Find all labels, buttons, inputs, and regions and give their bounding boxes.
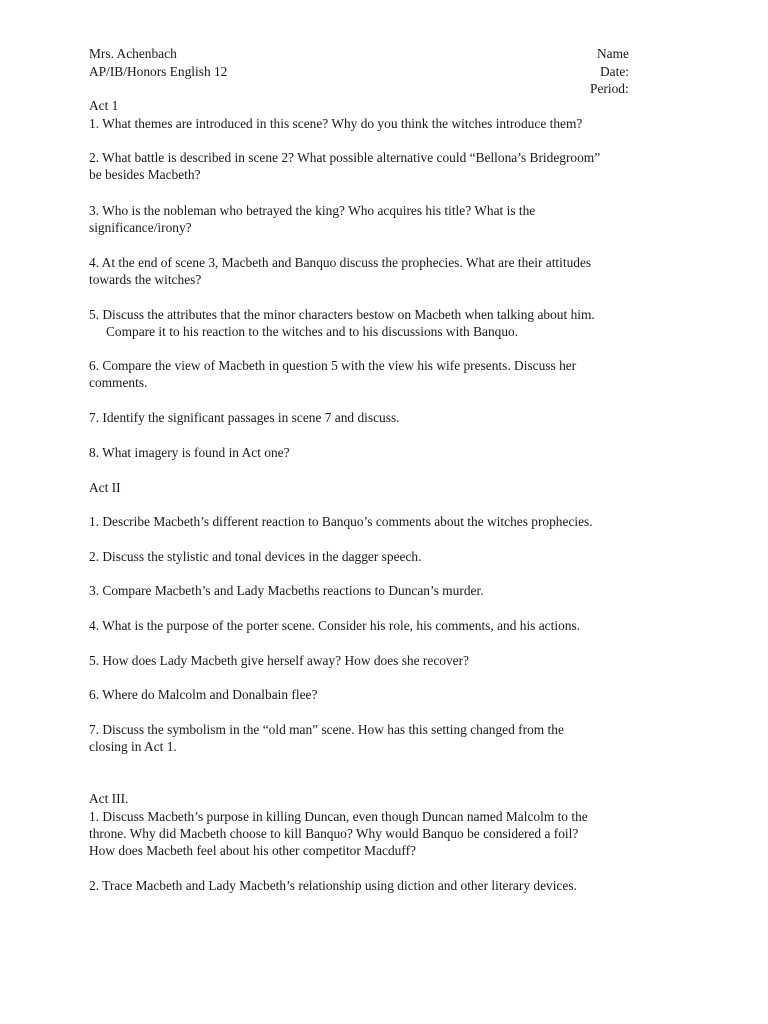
- act2-question-7-line1: 7. Discuss the symbolism in the “old man” scene. How has this setting changed from the: [89, 722, 564, 737]
- course-title: AP/IB/Honors English 12: [89, 64, 228, 79]
- act1-question-4-line2: towards the witches?: [89, 272, 202, 287]
- act1-question-7: 7. Identify the significant passages in scene 7 and discuss.: [89, 410, 400, 425]
- date-label: Date:: [600, 64, 629, 79]
- act1-question-2-line2: be besides Macbeth?: [89, 167, 201, 182]
- act1-question-8: 8. What imagery is found in Act one?: [89, 445, 290, 460]
- act3-question-1-line3: How does Macbeth feel about his other competitor Macduff?: [89, 843, 416, 858]
- act2-question-1: 1. Describe Macbeth’s different reaction to Banquo’s comments about the witches prophecies.: [89, 514, 593, 529]
- act1-question-4-line1: 4. At the end of scene 3, Macbeth and Banquo discuss the prophecies. What are their attitudes: [89, 255, 592, 270]
- period-label: Period:: [590, 81, 629, 96]
- act1-question-3-line1: 3. Who is the nobleman who betrayed the king? Who acquires his title? What is the: [89, 203, 536, 218]
- act1-question-1: 1. What themes are introduced in this scene? Why do you think the witches introduce them?: [89, 116, 583, 131]
- act2-question-3: 3. Compare Macbeth’s and Lady Macbeths reactions to Duncan’s murder.: [89, 583, 484, 598]
- act1-question-6-line1: 6. Compare the view of Macbeth in question 5 with the view his wife presents. Discuss her: [89, 358, 577, 373]
- act2-heading: Act II: [89, 480, 121, 495]
- act2-question-6: 6. Where do Malcolm and Donalbain flee?: [89, 687, 318, 702]
- act1-heading: Act 1: [89, 98, 119, 113]
- act2-question-4: 4. What is the purpose of the porter scene. Consider his role, his comments, and his actions.: [89, 618, 581, 633]
- act2-question-2: 2. Discuss the stylistic and tonal devices in the dagger speech.: [89, 549, 422, 564]
- act2-question-7-line2: closing in Act 1.: [89, 739, 177, 754]
- act3-question-2: 2. Trace Macbeth and Lady Macbeth’s relationship using diction and other literary devices.: [89, 878, 577, 893]
- act1-question-3-line2: significance/irony?: [89, 220, 192, 235]
- act3-question-1-line2: throne. Why did Macbeth choose to kill Banquo? Why would Banquo be considered a foil?: [89, 826, 579, 841]
- act3-heading: Act III.: [89, 791, 129, 806]
- act1-question-5-line2: Compare it to his reaction to the witches and to his discussions with Banquo.: [106, 324, 519, 339]
- act2-question-5: 5. How does Lady Macbeth give herself away? How does she recover?: [89, 653, 470, 668]
- teacher-name: Mrs. Achenbach: [89, 46, 177, 61]
- name-label: Name: [597, 46, 629, 61]
- act3-question-1-line1: 1. Discuss Macbeth’s purpose in killing Duncan, even though Duncan named Malcolm to the: [89, 809, 588, 824]
- act1-question-2-line1: 2. What battle is described in scene 2? What possible alternative could “Bellona’s Bridegroom”: [89, 150, 601, 165]
- act1-question-5-line1: 5. Discuss the attributes that the minor characters bestow on Macbeth when talking about him.: [89, 307, 595, 322]
- act1-question-6-line2: comments.: [89, 375, 148, 390]
